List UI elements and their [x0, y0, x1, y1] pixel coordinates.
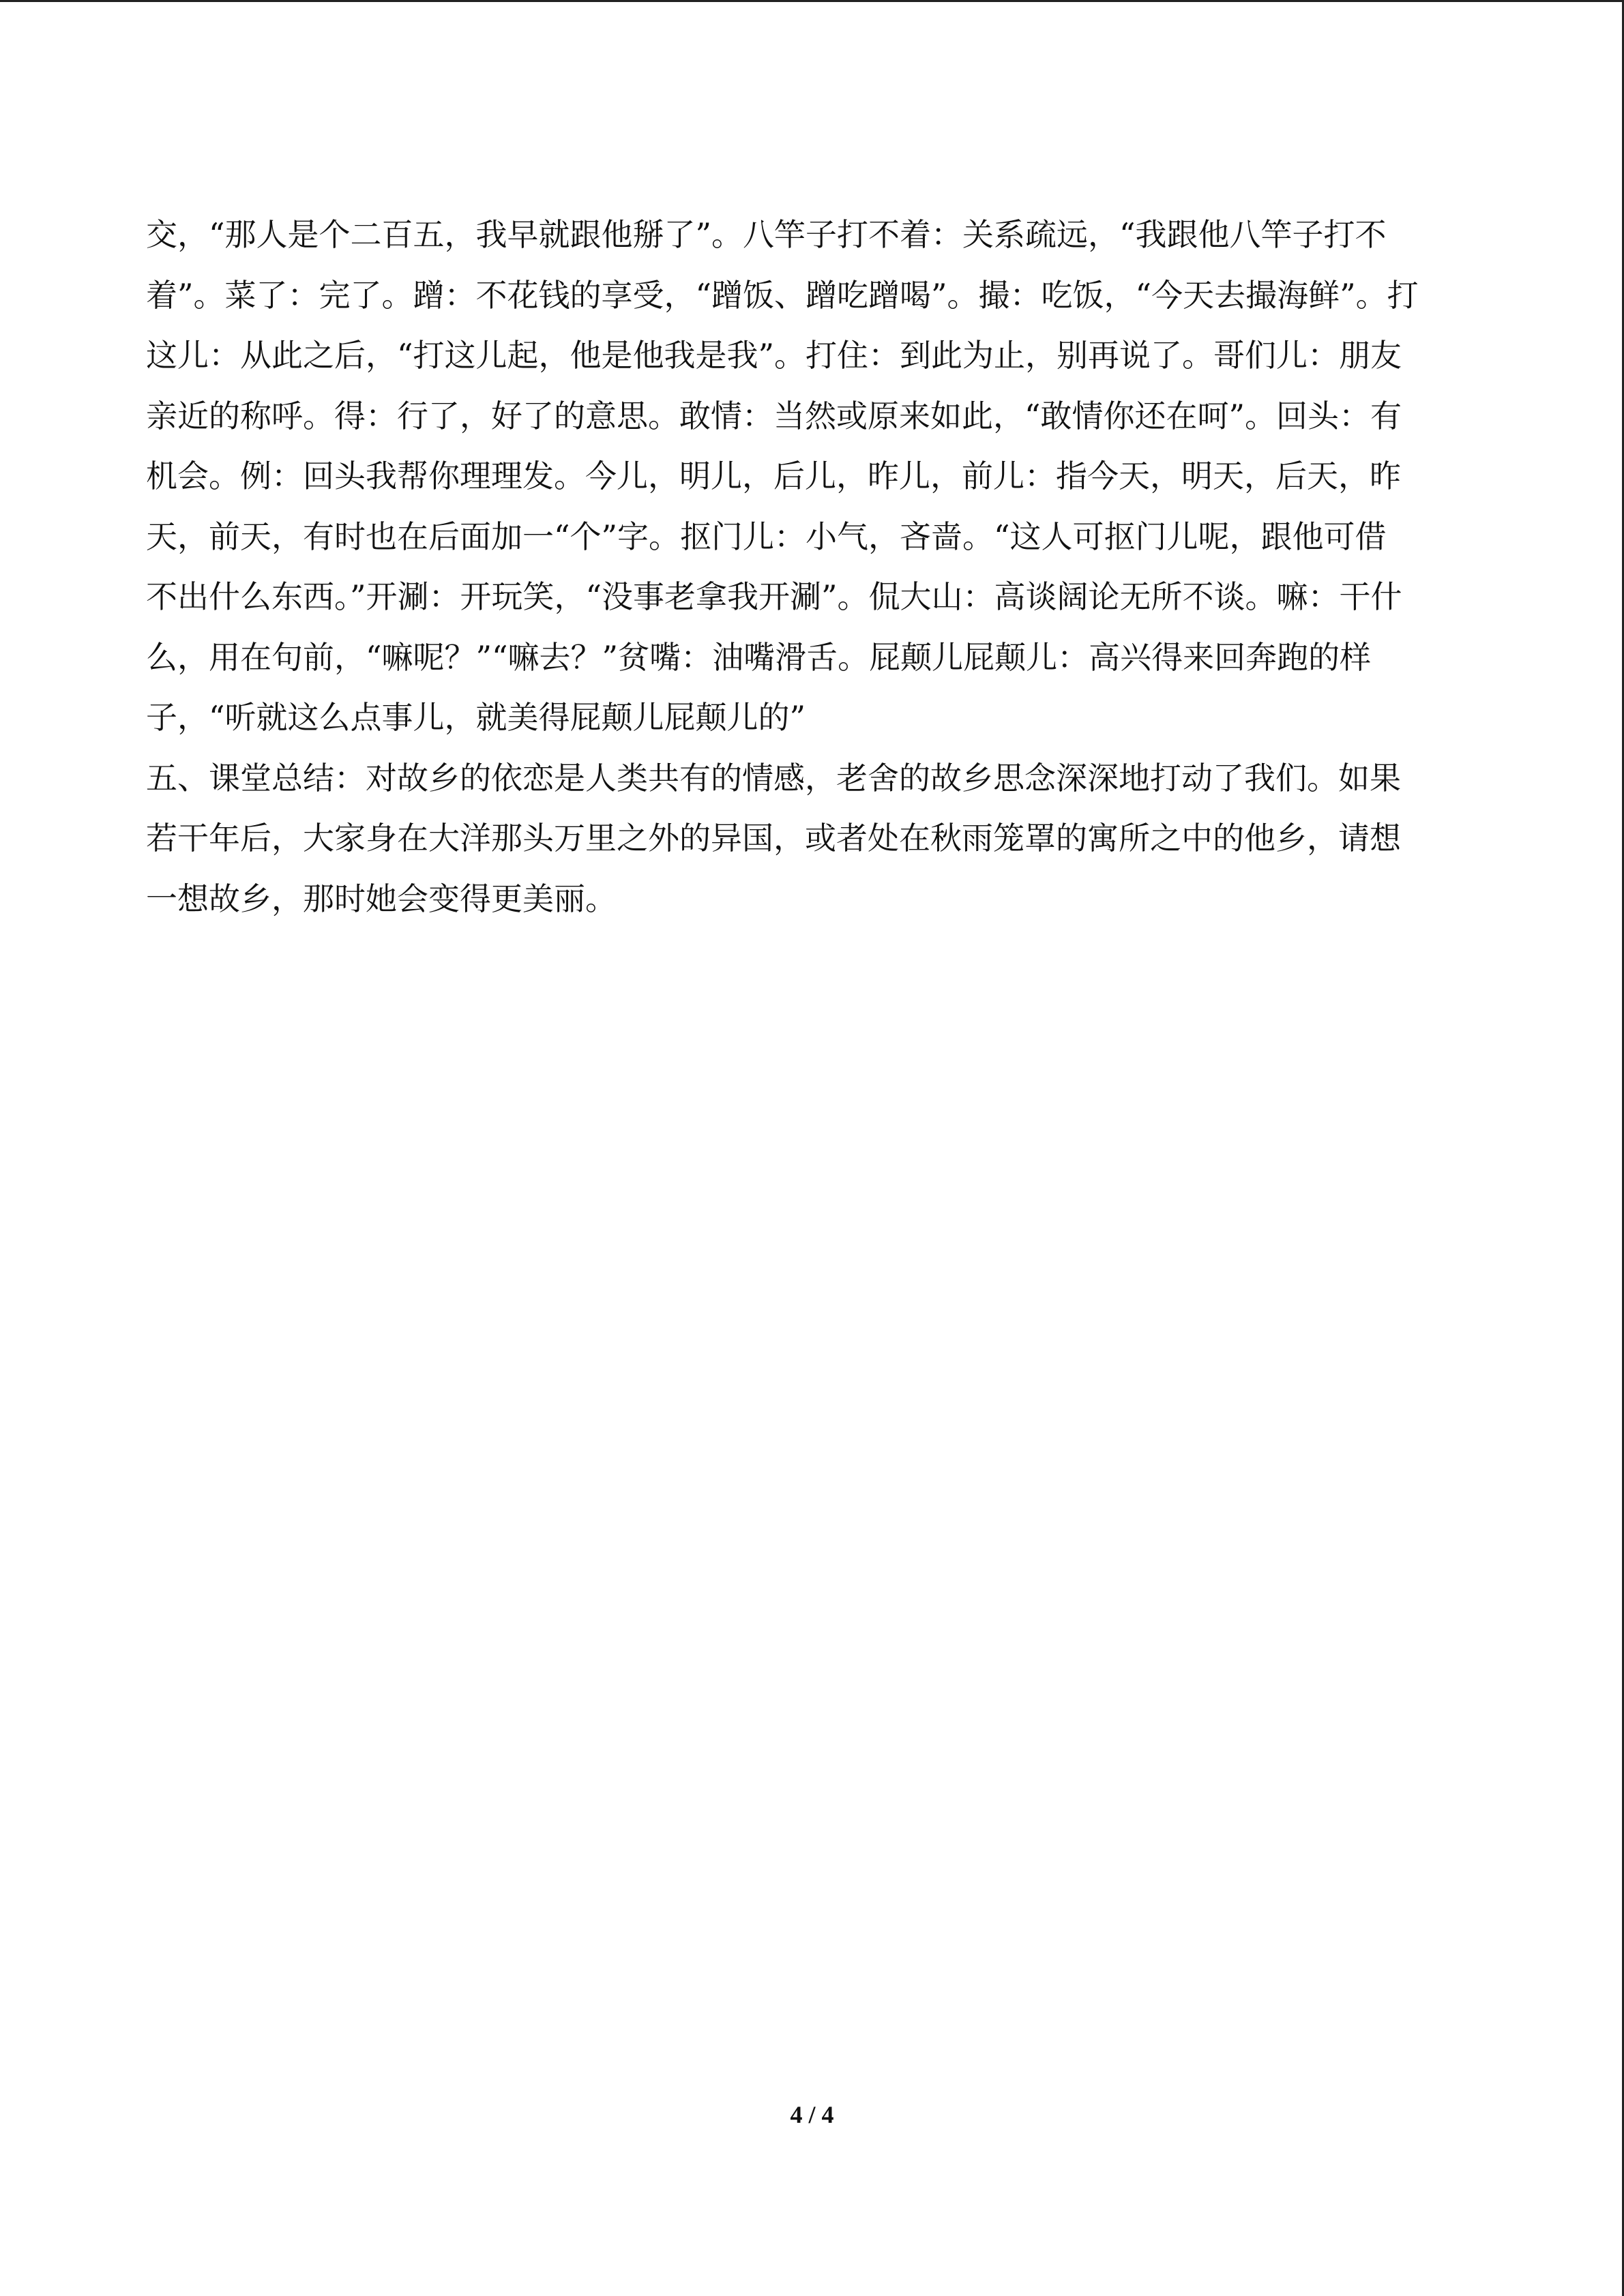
text-line: 这儿：从此之后，“打这儿起，他是他我是我”。打住：到此为止，别再说了。哥们儿：朋友	[146, 337, 1402, 374]
text-line: 五、课堂总结：对故乡的依恋是人类共有的情感，老舍的故乡思念深深地打动了我们。如果	[146, 759, 1401, 796]
paragraph-class-summary	[146, 748, 1479, 929]
text-line: 不出什么东西。”开涮：开玩笑，“没事老拿我开涮”。侃大山：高谈阔论无所不谈。嘛：干什	[146, 578, 1402, 615]
paragraph-vocabulary	[146, 205, 1479, 748]
text-line: 天，前天，有时也在后面加一“个”字。抠门儿：小气，吝啬。“这人可抠门儿呢，跟他可借	[146, 518, 1387, 555]
text-line: 交，“那人是个二百五，我早就跟他掰了”。八竿子打不着：关系疏远，“我跟他八竿子打不	[146, 216, 1387, 253]
document-body	[146, 205, 1479, 929]
page-border-top	[0, 0, 1624, 2]
text-line: 么，用在句前，“嘛呢？”“嘛去？”贫嘴：油嘴滑舌。屁颠儿屁颠儿：高兴得来回奔跑的样	[146, 638, 1372, 676]
text-line: 亲近的称呼。得：行了，好了的意思。敢情：当然或原来如此，“敢情你还在呵”。回头：有	[146, 397, 1402, 434]
text-line: 若干年后，大家身在大洋那头万里之外的异国，或者处在秋雨笼罩的寓所之中的他乡，请想	[146, 820, 1401, 856]
text-line: 着”。菜了：完了。蹭：不花钱的享受，“蹭饭、蹭吃蹭喝”。撮：吃饭，“今天去撮海鲜”。打	[146, 276, 1419, 314]
text-line: 子，“听就这么点事儿，就美得屁颠儿屁颠儿的”	[146, 699, 806, 736]
page-number: 4 / 4	[790, 2101, 834, 2128]
text-line: 机会。例：回头我帮你理理发。今儿，明儿，后儿，昨儿，前儿：指今天，明天，后天，昨	[146, 458, 1401, 494]
text-line: 一想故乡，那时她会变得更美丽。	[146, 880, 617, 917]
